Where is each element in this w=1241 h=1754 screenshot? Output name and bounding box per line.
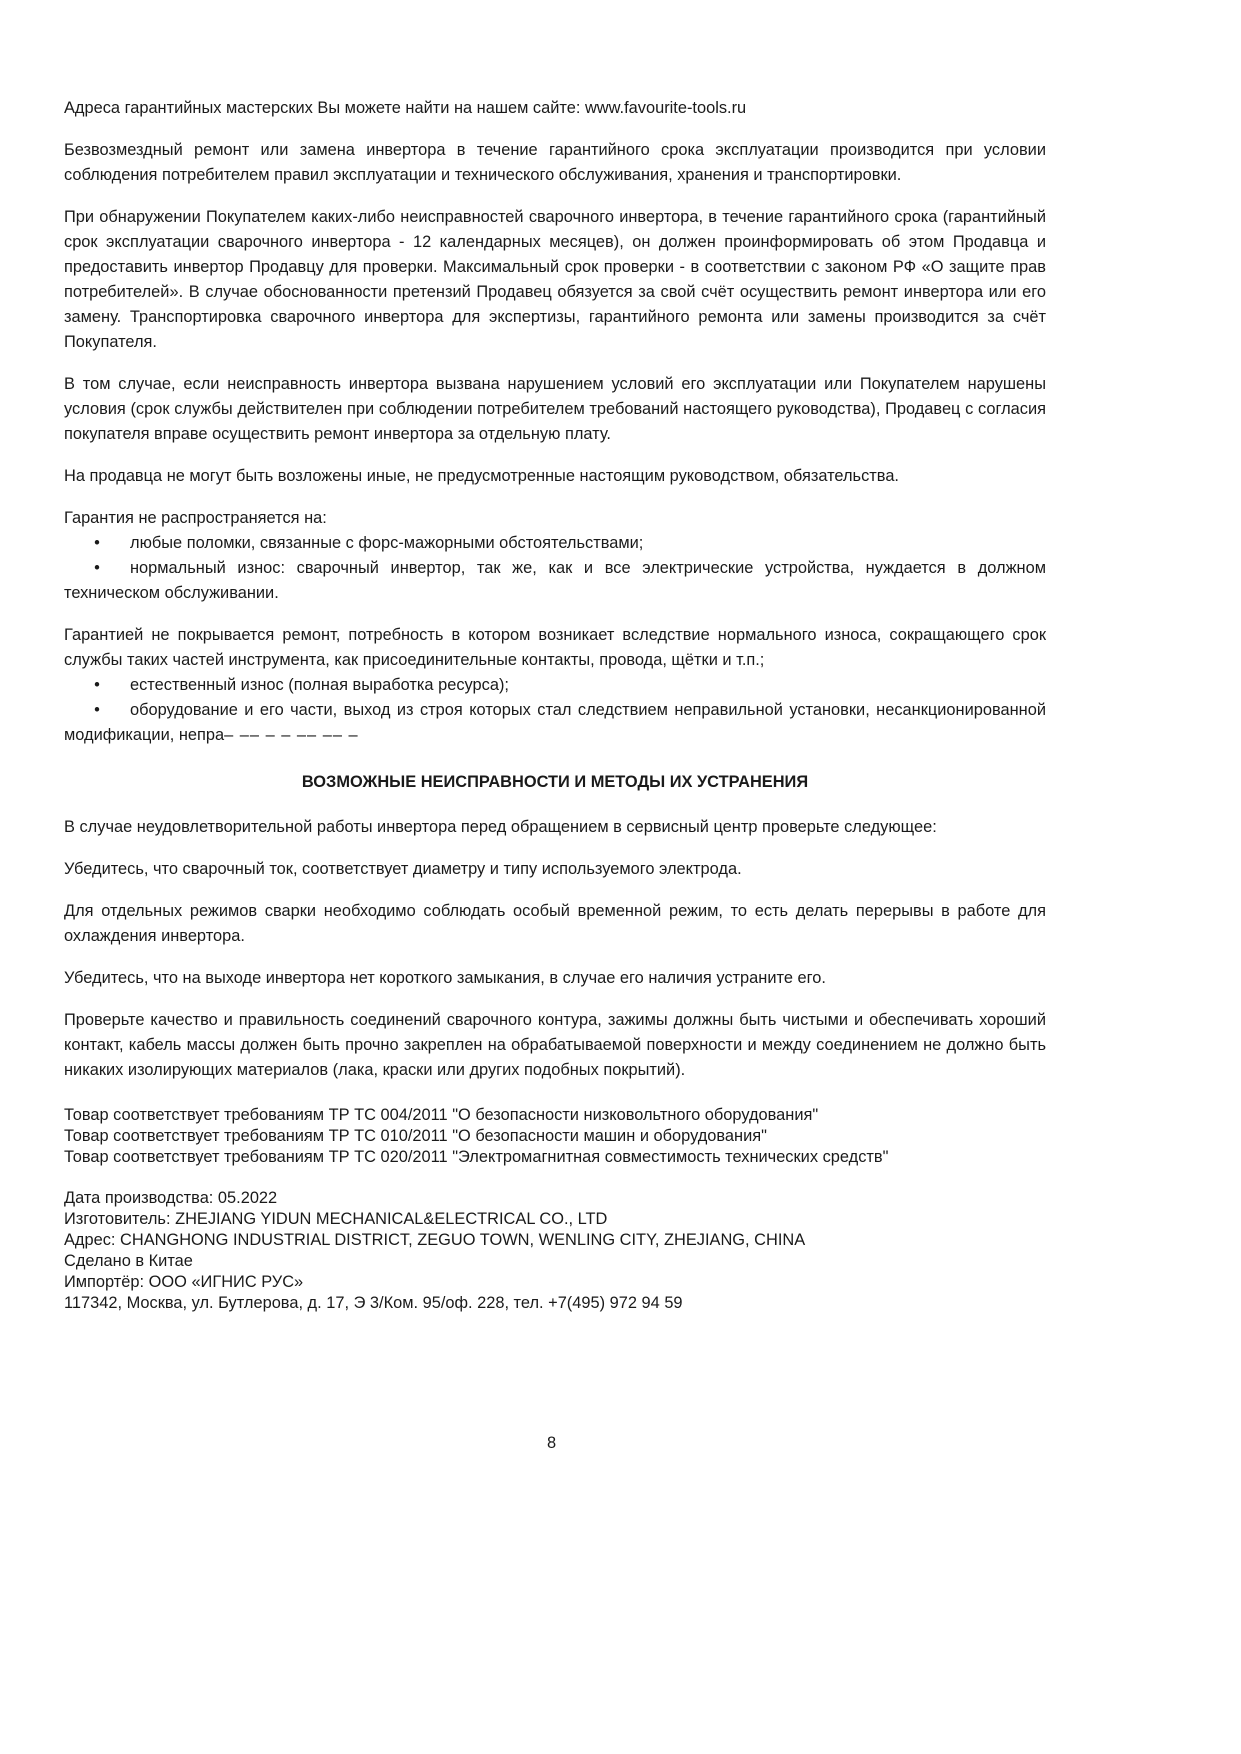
section-heading: ВОЗМОЖНЫЕ НЕИСПРАВНОСТИ И МЕТОДЫ ИХ УСТРАНЕНИЯ (301, 773, 809, 791)
compliance-block (64, 1105, 1046, 1168)
warranty-workshops-paragraph: Адреса гарантийных мастерских Вы можете найти на нашем сайте: www.favourite-tools.ru (64, 99, 747, 117)
troubleshooting-item: Убедитесь, что на выходе инвертора нет короткого замыкания, в случае его наличия устраните его. (64, 969, 826, 987)
seller-obligations-paragraph: На продавца не могут быть возложены иные, не предусмотренные настоящим руководством, обязательства. (64, 467, 899, 485)
exclusions-intro: Гарантия не распространяется на: (64, 509, 327, 527)
troubleshooting-item: Для отдельных режимов сварки необходимо соблюдать особый временной режим, то есть делать перерывы в работе для охлаждения инвертора. (64, 902, 1046, 945)
importer-address: 117342, Москва, ул. Бутлерова, д. 17, Э 3/Ком. 95/оф. 228, тел. +7(495) 972 94 59 (64, 1294, 683, 1312)
compliance-line: Товар соответствует требованиям ТР ТС 010/2011 "О безопасности машин и оборудования" (64, 1127, 767, 1145)
page-number: 8 (546, 1434, 557, 1452)
list-item: • оборудование и его части, выход из строя которых стал следствием неправильной установки, несанкционированной модификации, непра– –– – – –– –– – (64, 698, 1046, 748)
compliance-line: Товар соответствует требованиям ТР ТС 004/2011 "О безопасности низковольтного оборудования" (64, 1106, 819, 1124)
compliance-line: Товар соответствует требованиям ТР ТС 020/2011 "Электромагнитная совместимость технических средств" (64, 1148, 889, 1166)
warranty-exclusions (64, 506, 1046, 606)
list-item: • нормальный износ: сварочный инвертор, так же, как и все электрические устройства, нуждается в должном техническом обслуживании. (64, 556, 1046, 606)
manufacturer-address: Адрес: CHANGHONG INDUSTRIAL DISTRICT, ZEGUO TOWN, WENLING CITY, ZHEJIANG, CHINA (64, 1231, 806, 1249)
production-date: Дата производства: 05.2022 (64, 1189, 278, 1207)
troubleshooting-item: Убедитесь, что сварочный ток, соответствует диаметру и типу используемого электрода. (64, 860, 742, 878)
bullet-icon: • (94, 534, 100, 552)
paid-repair-paragraph: В том случае, если неисправность инвертора вызвана нарушением условий его эксплуатации или Покупателем нарушены условия (срок службы действителен при соблюдении потребителем требований настоящего руководства), Продавец с согласия покупателя вправе осуществить ремонт инвертора за отдельную плату. (64, 375, 1046, 443)
manufacturer-block (64, 1188, 1046, 1314)
bullet-icon: • (94, 676, 100, 694)
list-item: • естественный износ (полная выработка ресурса); (64, 673, 1046, 698)
bullet-icon: • (94, 701, 100, 719)
bullet-icon: • (94, 559, 100, 577)
country-of-origin: Сделано в Китае (64, 1252, 193, 1270)
redaction-dashes: – –– – – –– –– – (224, 726, 359, 744)
importer-name: Импортёр: ООО «ИГНИС РУС» (64, 1273, 304, 1291)
document-page (64, 96, 1046, 1314)
list-item: • любые поломки, связанные с форс-мажорными обстоятельствами; (64, 531, 1046, 556)
manufacturer-name: Изготовитель: ZHEJIANG YIDUN MECHANICAL&ELECTRICAL CO., LTD (64, 1210, 608, 1228)
normal-wear-paragraph: Гарантией не покрывается ремонт, потребность в котором возникает вследствие нормального износа, сокращающего срок службы таких частей инструмента, как присоединительные контакты, провода, щётки и т.п.; (64, 626, 1046, 669)
defect-detection-paragraph: При обнаружении Покупателем каких-либо неисправностей сварочного инвертора, в течение гарантийного срока (гарантийный срок эксплуатации сварочного инвертора - 12 календарных месяцев), он должен проинформировать об этом Продавца и предоставить инвертор Продавцу для проверки. Максимальный срок проверки - в соответствии с законом РФ «О защите прав потребителей». В случае обоснованности претензий Продавец обязуется за свой счёт осуществить ремонт инвертора или его замену. Транспортировка сварочного инвертора для экспертизы, гарантийного ремонта или замены производится за счёт Покупателя. (64, 208, 1046, 351)
free-repair-paragraph: Безвозмездный ремонт или замена инвертора в течение гарантийного срока эксплуатации производится при условии соблюдения потребителем правил эксплуатации и технического обслуживания, хранения и транспортировки. (64, 141, 1046, 184)
troubleshooting-intro: В случае неудовлетворительной работы инвертора перед обращением в сервисный центр проверьте следующее: (64, 818, 937, 836)
troubleshooting-item: Проверьте качество и правильность соединений сварочного контура, зажимы должны быть чистыми и обеспечивать хороший контакт, кабель массы должен быть прочно закреплен на обрабатываемой поверхности и между соединением не должно быть никаких изолирующих материалов (лака, краски или других подобных покрытий). (64, 1011, 1046, 1079)
wear-exclusions (64, 623, 1046, 748)
